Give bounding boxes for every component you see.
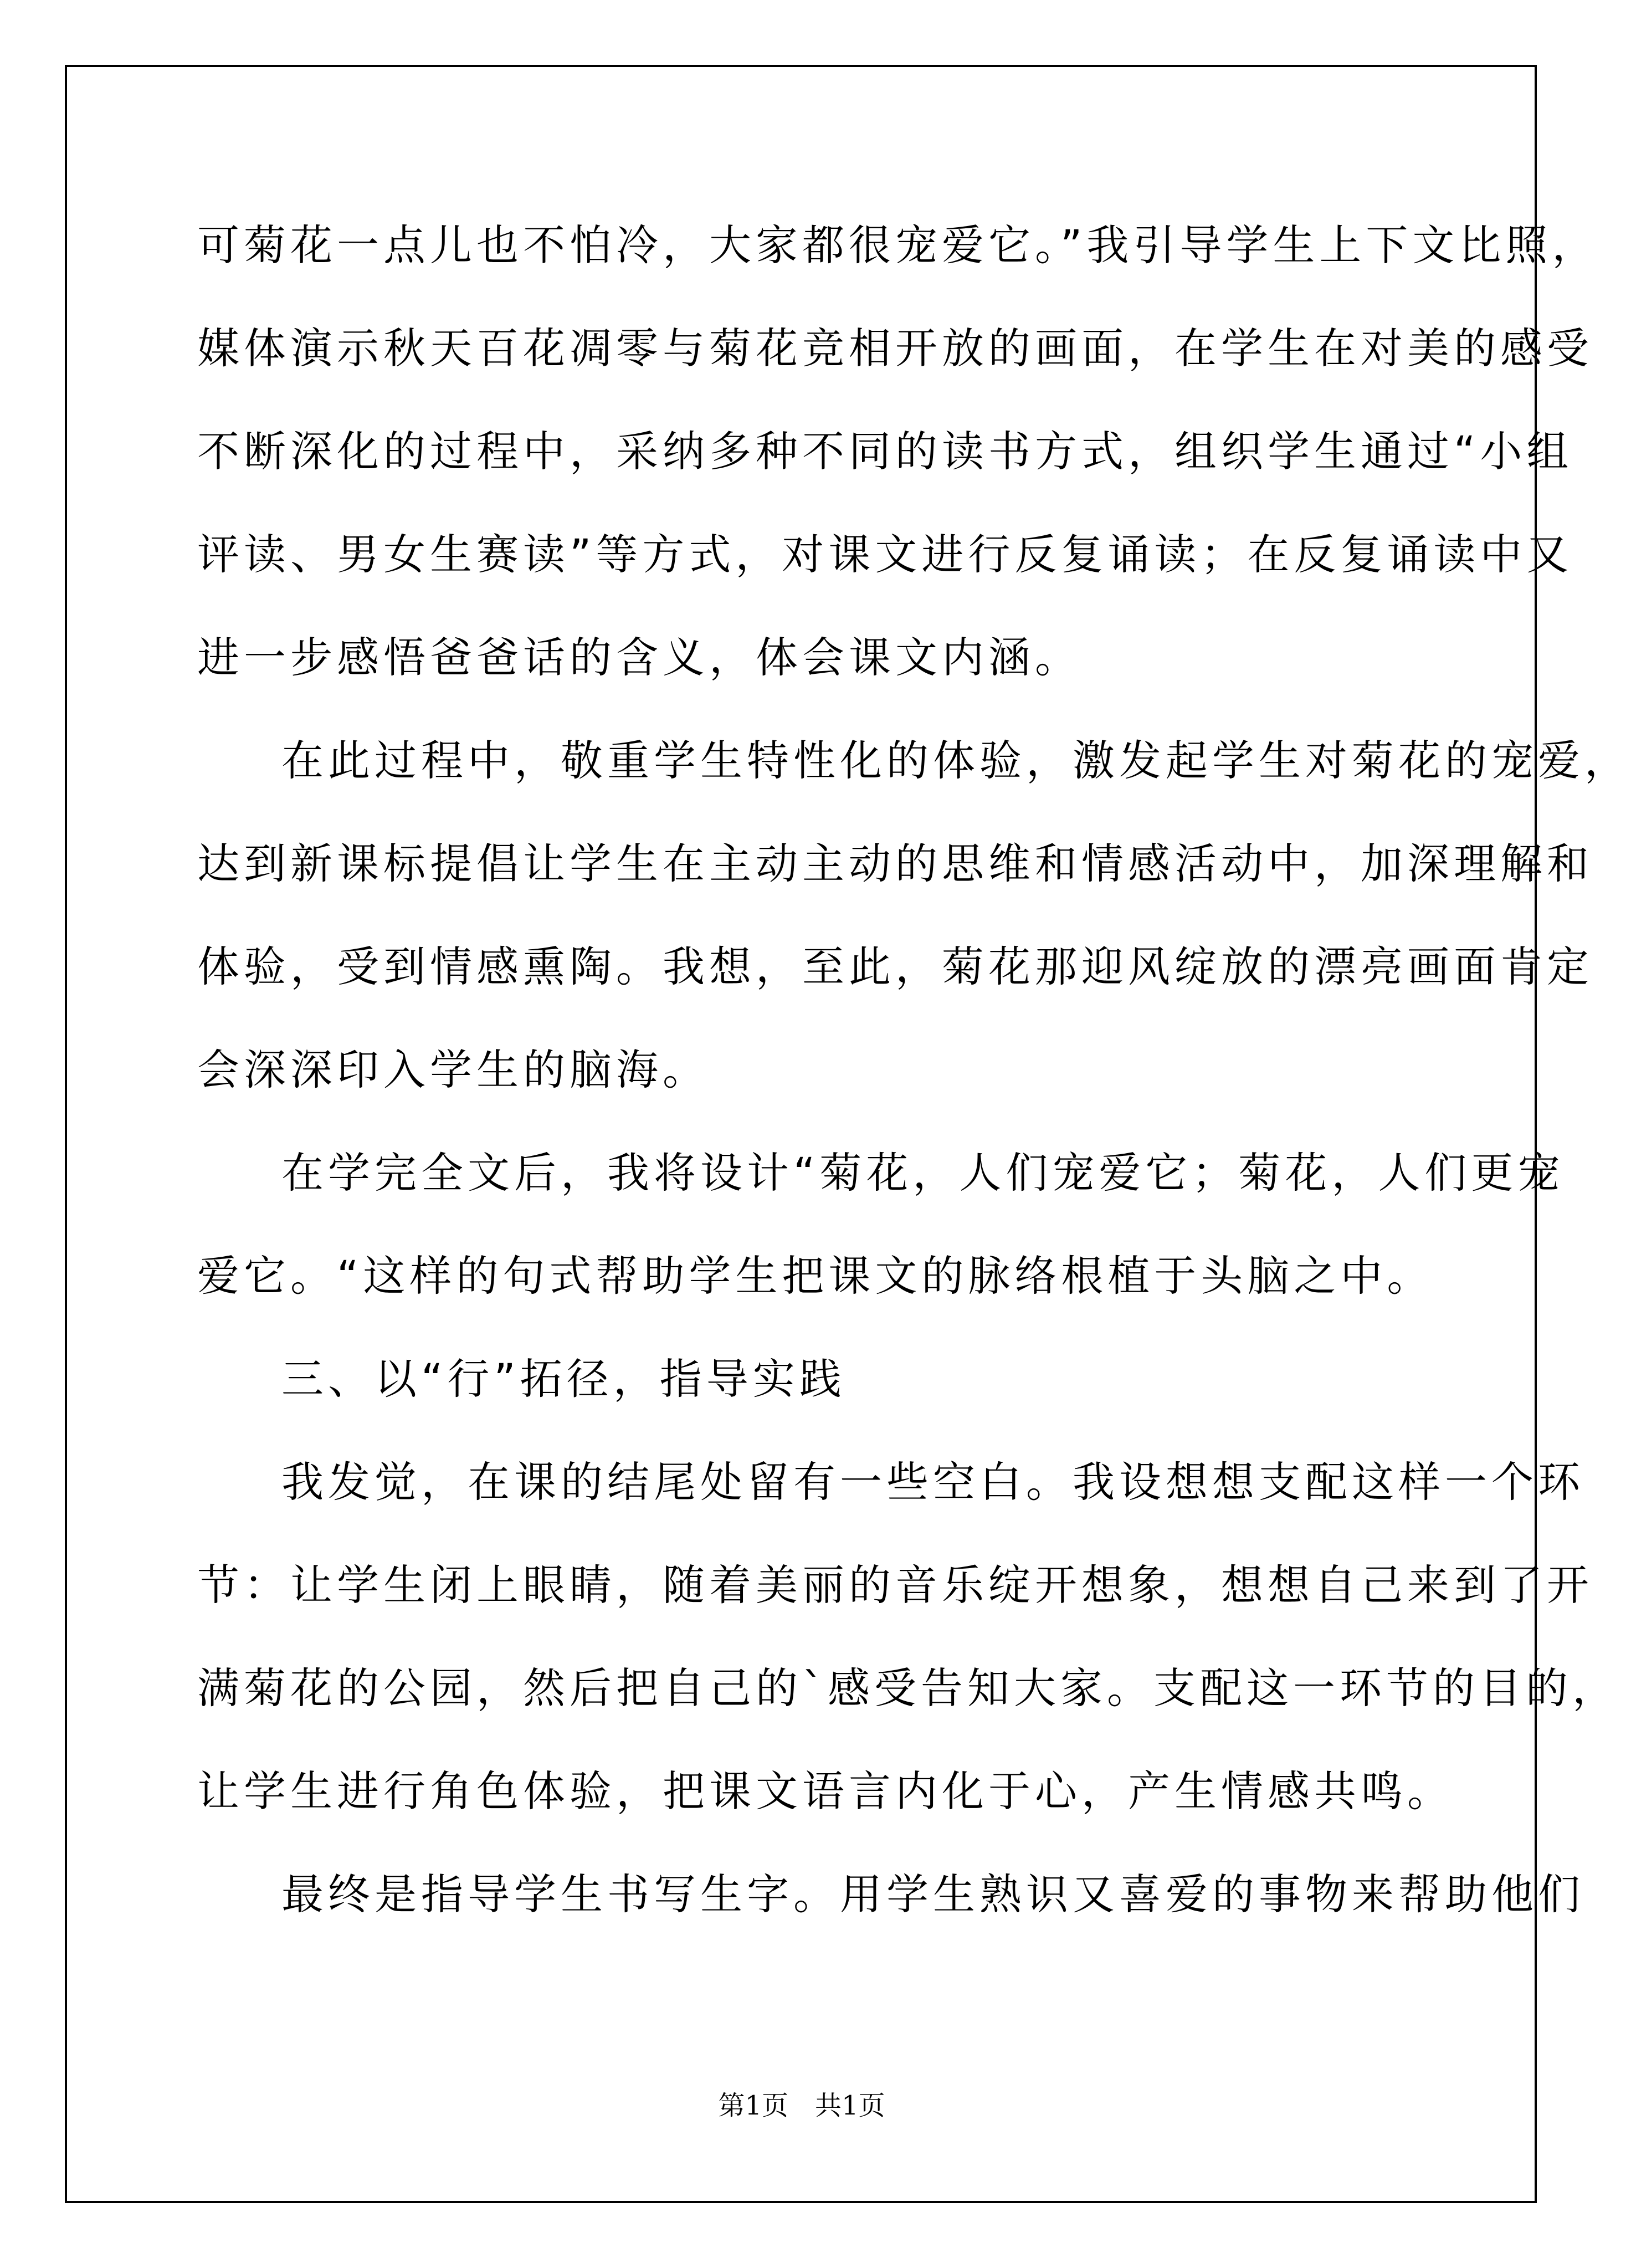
text-line: 评读、男女生赛读”等方式，对课文进行反复诵读；在反复诵读中又 bbox=[197, 530, 1573, 579]
text-line: 进一步感悟爸爸话的含义，体会课文内涵。 bbox=[197, 633, 1081, 682]
text-line: 爱它。“这样的句式帮助学生把课文的脉络根植于头脑之中。 bbox=[197, 1251, 1434, 1301]
text-line: 可菊花一点儿也不怕冷，大家都很宠爱它。”我引导学生上下文比照， bbox=[197, 221, 1599, 270]
text-line: 让学生进行角色体验，把课文语言内化于心，产生情感共鸣。 bbox=[197, 1767, 1454, 1816]
paragraph-start: 在学完全文后，我将设计“菊花，人们宠爱它；菊花，人们更宠 bbox=[281, 1148, 1565, 1197]
text-line: 节：让学生闭上眼睛，随着美丽的音乐绽开想象，想想自己来到了开 bbox=[197, 1560, 1593, 1610]
text-line: 体验，受到情感熏陶。我想，至此，菊花那迎风绽放的漂亮画面肯定 bbox=[197, 942, 1593, 991]
page-number: 第1页 bbox=[718, 2090, 788, 2121]
text-line: 达到新课标提倡让学生在主动主动的思维和情感活动中，加深理解和 bbox=[197, 839, 1593, 888]
section-heading: 三、以“行”拓径，指导实践 bbox=[281, 1354, 846, 1404]
text-line: 不断深化的过程中，采纳多种不同的读书方式，组织学生通过“小组 bbox=[197, 427, 1573, 476]
text-line: 媒体演示秋天百花凋零与菊花竞相开放的画面，在学生在对美的感受 bbox=[197, 324, 1593, 373]
document-body bbox=[197, 194, 1631, 1946]
paragraph-start: 我发觉，在课的结尾处留有一些空白。我设想想支配这样一个环 bbox=[281, 1457, 1584, 1507]
text-line: 满菊花的公园，然后把自己的`感受告知大家。支配这一环节的目的， bbox=[197, 1663, 1619, 1713]
paragraph-start: 在此过程中，敬重学生特性化的体验，激发起学生对菊花的宠爱， bbox=[281, 736, 1631, 785]
page-total: 共1页 bbox=[815, 2090, 885, 2121]
paragraph-start: 最终是指导学生书写生字。用学生熟识又喜爱的事物来帮助他们 bbox=[281, 1870, 1584, 1919]
text-line: 会深深印入学生的脑海。 bbox=[197, 1045, 709, 1094]
page-footer bbox=[0, 2089, 1603, 2122]
